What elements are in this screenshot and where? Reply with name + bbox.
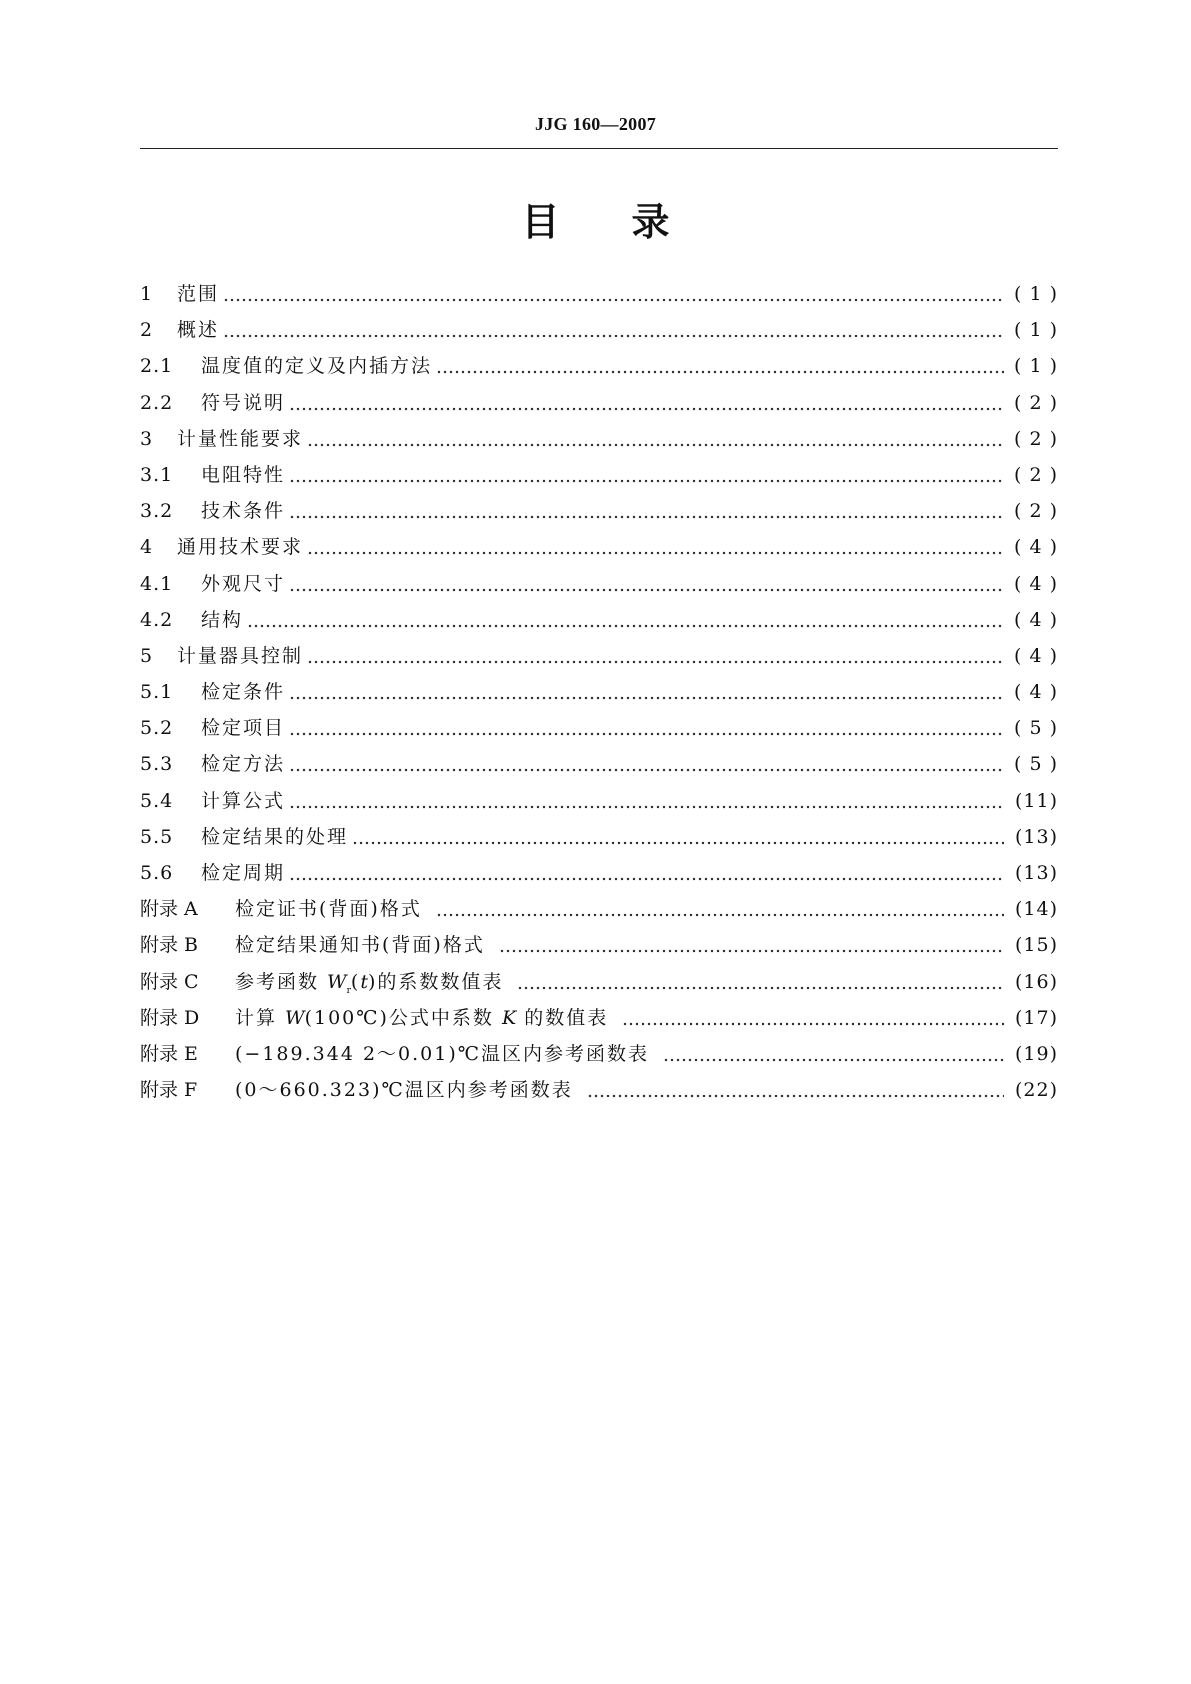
toc-entry[interactable] (140, 819, 1058, 855)
toc-entry[interactable] (140, 566, 1058, 602)
toc-entry-number: 5.6 (140, 862, 174, 884)
toc-entry[interactable] (140, 385, 1058, 421)
toc-entry-title: 电阻特性 (201, 463, 286, 486)
toc-entry-number: 2.2 (140, 391, 174, 414)
toc-entry-number: 5 (140, 644, 154, 667)
toc-entry[interactable] (140, 1072, 1058, 1108)
toc-entry[interactable] (140, 674, 1058, 710)
toc-entry-title: (−189.344 2～0.01)℃温区内参考函数表 (235, 1042, 650, 1065)
title-char-1: 目 (521, 200, 560, 244)
toc-entry[interactable] (140, 710, 1058, 746)
dot-leader (307, 421, 1004, 457)
dot-leader (587, 1072, 1004, 1108)
toc-entry-page: ( 2 ) (1014, 500, 1058, 523)
toc-entry-page: (14) (1014, 898, 1058, 921)
toc-entry-title: 符号说明 (201, 391, 286, 414)
dot-leader (436, 348, 1004, 384)
toc-entry-title: 检定项目 (201, 717, 286, 740)
dot-leader (289, 783, 1004, 819)
dot-leader (499, 927, 1004, 963)
toc-entry-page: (22) (1014, 1079, 1058, 1102)
toc-entry-page: (13) (1014, 825, 1058, 848)
toc-entry-number: 5.1 (140, 681, 174, 704)
toc-entry-title: 参考函数 $W_r(t)$的系数数值表 (235, 970, 504, 996)
toc-entry-page: ( 4 ) (1014, 681, 1058, 704)
toc-entry-title: 检定周期 (201, 862, 286, 884)
toc-entry-title: 概述 (177, 319, 220, 342)
toc-entry[interactable] (140, 638, 1058, 674)
dot-leader (307, 638, 1004, 674)
toc-entry-title: 检定结果的处理 (201, 825, 349, 848)
dot-leader (289, 710, 1004, 746)
toc-entry[interactable] (140, 276, 1058, 312)
dot-leader (436, 891, 1004, 927)
toc-entry[interactable] (140, 457, 1058, 493)
dot-leader (289, 385, 1004, 421)
toc-entry[interactable] (140, 529, 1058, 565)
toc-entry-title: 计量性能要求 (177, 427, 304, 450)
toc-entry-number: 1 (140, 283, 154, 305)
dot-leader (289, 674, 1004, 710)
toc-entry-title: 计算公式 (201, 789, 286, 812)
toc-entry-title: 技术条件 (201, 500, 286, 523)
toc-entry-page: ( 4 ) (1014, 644, 1058, 667)
toc-entry-page: (17) (1014, 1006, 1058, 1029)
toc-entry-number: 3 (140, 427, 154, 450)
toc-entry-page: ( 1 ) (1014, 319, 1058, 342)
toc-entry-page: ( 4 ) (1014, 572, 1058, 595)
toc-entry-number: 3.1 (140, 463, 174, 486)
toc-entry-title: 检定方法 (201, 753, 286, 776)
page-title (0, 196, 1191, 248)
toc-entry[interactable] (140, 927, 1058, 963)
toc-entry-title: 计算 W(100℃)公式中系数 K 的数值表 (235, 1006, 609, 1029)
toc-entry-page: (19) (1014, 1042, 1058, 1065)
title-char-2: 录 (631, 200, 670, 244)
toc-entry-title: 结构 (201, 608, 244, 631)
dot-leader (517, 964, 1004, 1000)
toc-entry-page: ( 4 ) (1014, 536, 1058, 559)
toc-entry-number: 附录 C (140, 970, 199, 993)
toc-entry-page: ( 1 ) (1014, 283, 1058, 305)
toc-entry[interactable] (140, 1036, 1058, 1072)
toc-entry-number: 附录 D (140, 1006, 200, 1029)
dot-leader (223, 276, 1004, 312)
toc-entry-number: 附录 B (140, 934, 199, 957)
toc-entry-number: 4 (140, 536, 154, 559)
running-header: JJG 160—2007 (534, 114, 657, 134)
toc-entry[interactable] (140, 1000, 1058, 1036)
toc-entry[interactable] (140, 493, 1058, 529)
toc-entry-number: 4.2 (140, 608, 174, 631)
dot-leader (223, 312, 1004, 348)
toc-entry[interactable] (140, 348, 1058, 384)
dot-leader (289, 457, 1004, 493)
toc-entry-number: 4.1 (140, 572, 174, 595)
toc-entry-title: 外观尺寸 (201, 572, 286, 595)
toc-entry-number: 5.4 (140, 789, 174, 812)
toc-entry-title: 范围 (177, 283, 220, 305)
toc-entry-page: ( 4 ) (1014, 608, 1058, 631)
toc-entry-number: 2 (140, 319, 154, 342)
dot-leader (289, 855, 1004, 891)
toc-entry-number: 2.1 (140, 355, 174, 378)
toc-entry-title: 检定条件 (201, 681, 286, 704)
toc-entry-page: ( 2 ) (1014, 391, 1058, 414)
toc-entry-title: 温度值的定义及内插方法 (201, 355, 433, 378)
toc-entry-page: ( 2 ) (1014, 463, 1058, 486)
toc-entry-title: 计量器具控制 (177, 644, 304, 667)
toc-entry[interactable] (140, 891, 1058, 927)
toc-entry[interactable] (140, 602, 1058, 638)
toc-entry-page: (15) (1014, 934, 1058, 957)
dot-leader (289, 493, 1004, 529)
toc-entry-number: 5.3 (140, 753, 174, 776)
toc-entry-title: 检定结果通知书(背面)格式 (235, 934, 485, 957)
toc-entry[interactable] (140, 964, 1058, 1000)
toc-entry-number: 附录 A (140, 898, 198, 921)
toc-entry-number: 5.2 (140, 717, 174, 740)
dot-leader (247, 602, 1004, 638)
toc-entry-page: (13) (1014, 862, 1058, 884)
toc-entry[interactable] (140, 312, 1058, 348)
header-rule (140, 148, 1058, 149)
toc-entry-title: (0～660.323)℃温区内参考函数表 (235, 1079, 573, 1102)
toc-entry-page: ( 5 ) (1014, 717, 1058, 740)
dot-leader (622, 1000, 1004, 1036)
toc-entry-page: (11) (1014, 789, 1058, 812)
toc-entry[interactable] (140, 746, 1058, 782)
toc-entry-number: 附录 E (140, 1042, 198, 1065)
toc-entry-title: 检定证书(背面)格式 (235, 898, 422, 921)
toc-entry[interactable] (140, 855, 1058, 891)
dot-leader (307, 529, 1004, 565)
dot-leader (289, 746, 1004, 782)
table-of-contents (140, 276, 1058, 1108)
toc-entry-page: ( 2 ) (1014, 427, 1058, 450)
toc-entry-number: 5.5 (140, 825, 174, 848)
toc-entry-number: 3.2 (140, 500, 174, 523)
toc-entry-page: ( 1 ) (1014, 355, 1058, 378)
toc-entry-number: 附录 F (140, 1079, 198, 1102)
dot-leader (352, 819, 1004, 855)
toc-entry[interactable] (140, 421, 1058, 457)
toc-entry-page: (16) (1014, 970, 1058, 993)
dot-leader (663, 1036, 1004, 1072)
dot-leader (289, 566, 1004, 602)
toc-entry-title: 通用技术要求 (177, 536, 304, 559)
toc-entry-page: ( 5 ) (1014, 753, 1058, 776)
toc-entry[interactable] (140, 783, 1058, 819)
